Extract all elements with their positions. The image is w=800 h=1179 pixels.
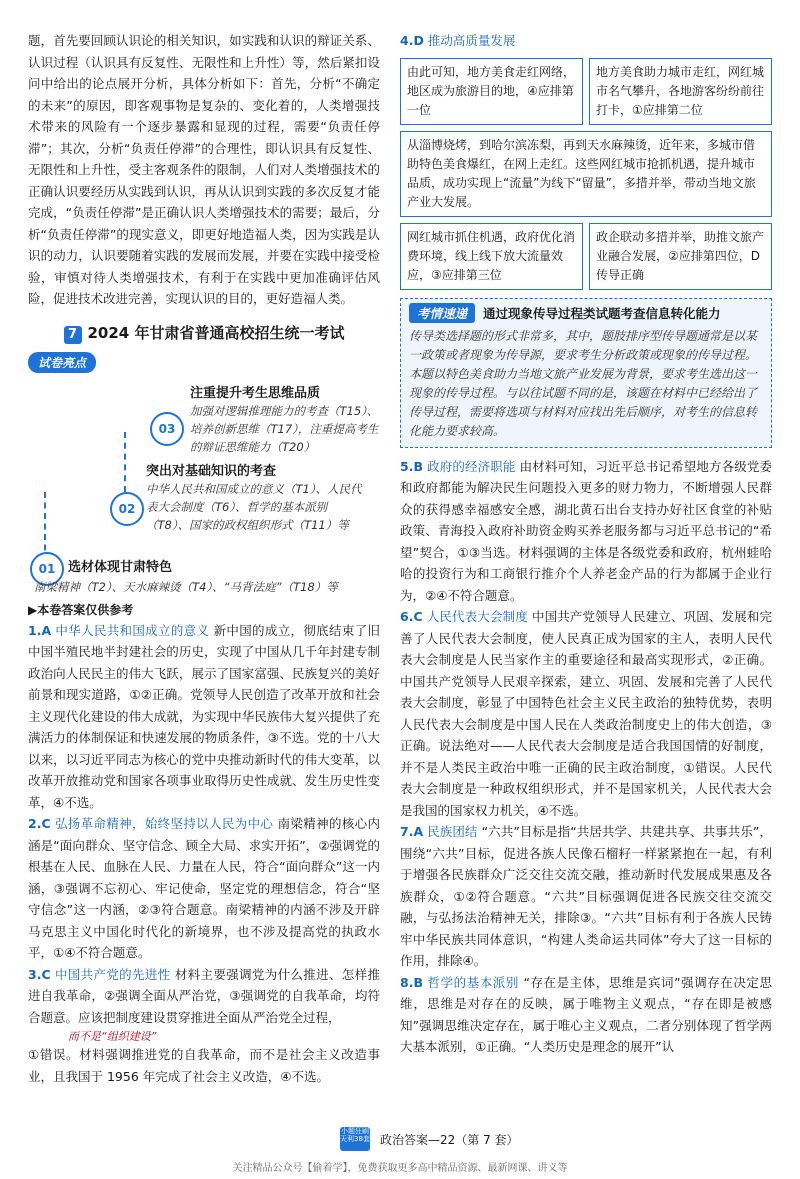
answer-6-tag: 人民代表大会制度 bbox=[426, 609, 528, 624]
page-footer bbox=[0, 1125, 800, 1179]
box-material: 从淄博烧烤，到哈尔滨冻梨，再到天水麻辣烫，近年来，多城市借助特色美食爆红，在网上走红。这些网红城市抢抓机遇，提升城市品质，成功实现上“流量”为线下“留量”，多措并举，带动当地文旅产业大发展。 bbox=[400, 131, 772, 217]
answer-8-head: 8.B bbox=[400, 974, 423, 990]
box-step-2: 地方美食助力城市走红，网红城市名气攀升，各地游客纷纷前往打卡，①应排第二位 bbox=[589, 58, 772, 125]
answer-4-head: 4.D bbox=[400, 33, 424, 48]
exam-note-tag: 考情速递 bbox=[409, 303, 475, 323]
feature-1-number: 01 bbox=[30, 552, 64, 586]
answer-7-head: 7.A bbox=[400, 824, 424, 839]
publisher-logo: 小题狂刷 天利38套 bbox=[340, 1127, 370, 1151]
answer-7 bbox=[400, 821, 772, 972]
answer-7-text: “六共”目标是指“共居共学、共建共享、共事共乐”，围绕“六共”目标，促进各族人民像石榴籽一样紧紧抱在一起，有利于增强各民族群众广泛交往交流交融，推动新时代发展成果惠及各族群众，①②符合题意。“六共”目标强调促进各民族交往交流交融，与弘扬法治精神无关，排除③。“六共”目标有利于各族人民铸牢中华民族共同体意识，“构建人类命运共同体”夸大了这一目标的作用，排除④。 bbox=[400, 824, 772, 968]
feature-2-desc: 中华人民共和国成立的意义（T1）、人民代表大会制度（T6）、哲学的基本派别（T8）、国家的政权组织形式（T11）等 bbox=[146, 481, 362, 532]
answer-6-text: 中国共产党领导人民建立、巩固、发展和完善了人民代表大会制度，使人民真正成为国家的主人，表明人民代表大会制度是人民当家作主的重要途径和最高实现形式，②正确。中国共产党领导人民艰辛探索，建立、巩固、发展和完善了人民代表大会制度，彰显了中国特色社会主义民主政治的独特优势，表明人民代表大会制度是中国人民在人类政治制度史上的伟大创造，③正确。说法绝对——人民代表大会制度是适合我国国情的好制度，并不是人类民主政治中唯一正确的民主政治制度，①错误。人民代表大会制度是一种政权组织形式，并不是国家机关，人民代表大会是我国的国家权力机关，④不选。 bbox=[400, 609, 772, 818]
answer-3-head: 3.C bbox=[28, 966, 51, 982]
answer-3-continued: ①错误。材料强调推进党的自我革命，而不是社会主义改造事业，且我国于 1956 年完成了社会主义改造，④不选。 bbox=[28, 1047, 380, 1084]
feature-3-desc: 加强对逻辑推理能力的考查（T15）、培养创新思维（T17），注重提高考生的辩证思维能力（T20） bbox=[190, 403, 379, 454]
box-step-4: 政企联动多措并举，助推文旅产业融合发展，②应排第四位，D 传导正确 bbox=[589, 223, 772, 290]
answer-3-text: 材料主要强调党为什么推进、怎样推进自我革命，②强调全面从严治党，③强调党的自我革命，均符合题意。应该把制度建设贯穿推进全面从严治党全过程， bbox=[28, 966, 380, 1025]
right-column bbox=[400, 30, 772, 1058]
exam-note-text: 传导类选择题的形式非常多，其中，题肢排序型传导题通常是以某一政策或者现象为传导源，要求考生分析政策或现象的传导过程。本题以特色美食助力当地文旅产业发展为背景，要求考生选出这一现象的传导过程。与以往试题不同的是，该题在材料中已经给出了传导过程，需要将选项与材料对应找出先后顺序，对考生的信息转化能力要求较高。 bbox=[409, 328, 758, 438]
answer-5-text: 由材料可知，习近平总书记希望地方各级党委和政府都能为解决民生问题投入更多的财力物力，不断增强人民群众的获得感幸福感安全感，湖北黄石出台支持办好社区食堂的补贴政策、青海投入政府补助资金购买养老服务都与习近平总书记的“希望”契合，①③当选。材料强调的主体是各级党委和政府，杭州蛙哈哈的投资行为和工商银行推介个人养老金产品的行为都属于企业行为，②④不符合题意。 bbox=[400, 458, 772, 603]
exam-number: 7 bbox=[64, 326, 82, 344]
answer-5-tag: 政府的经济职能 bbox=[427, 458, 516, 474]
answer-2-text: 南梁精神的核心内涵是“面向群众、坚守信念、顾全大局、求实开拓”，②强调党的根基在人民、血脉在人民、力量在人民，符合“面向群众”这一内涵，③强调不忘初心、牢记使命，坚定党的理想信念，符合“坚守信念”这一内涵，②③符合题意。南梁精神的内涵不涉及开辟马克思主义中国化时代化的新境界，也不涉及提高党的执政水平，①④不符合题意。 bbox=[28, 816, 380, 960]
feature-3-number: 03 bbox=[150, 412, 184, 446]
answer-6-head: 6.C bbox=[400, 609, 423, 624]
feature-1-title: 选材体现甘肃特色 bbox=[68, 559, 173, 575]
answer-4-tag: 推动高质量发展 bbox=[427, 33, 516, 48]
answer-1-head: 1.A bbox=[28, 622, 52, 638]
answer-3 bbox=[28, 964, 380, 1029]
answer-8-tag: 哲学的基本派别 bbox=[427, 974, 519, 990]
exam-note bbox=[400, 298, 772, 448]
answer-3-tag: 中国共产党的先进性 bbox=[54, 966, 171, 982]
answer-8 bbox=[400, 972, 772, 1058]
feature-2-number: 02 bbox=[110, 492, 144, 526]
transmission-boxes bbox=[400, 58, 772, 290]
answer-6 bbox=[400, 606, 772, 821]
answer-8-text: “存在是主体，思维是宾词”强调存在决定思维，思维是对存在的反映，属于唯物主义观点，“存在即是被感知”强调思维决定存在，属于唯心主义观点，二者分别体现了哲学两大基本派别，①正确。“人类历史是理念的展开”认 bbox=[400, 974, 772, 1054]
answer-note: ▶本卷答案仅供参考 bbox=[28, 602, 134, 617]
answer-1-text: 新中国的成立，彻底结束了旧中国半殖民地半封建社会的历史，实现了中国从几千年封建专制政治向人民民主的伟大飞跃，展示了国家富强、民族复兴的美好前景和现实道路，①②正确。党领导人民创造了改革开放和社会主义现代化建设的伟大成就，为实现中华民族伟大复兴提供了充满活力的体制保证和快速发展的物质条件，③不选。党的十八大以来，以习近平同志为核心的党中央推动新时代的伟大变革，以改革开放推动党和国家各项事业取得历史性成就、发生历史性变革，④不选。 bbox=[28, 622, 380, 810]
answer-2-tag: 弘扬革命精神，始终坚持以人民为中心 bbox=[54, 816, 274, 831]
answer-5-head: 5.B bbox=[400, 458, 423, 474]
exam-title bbox=[28, 322, 380, 344]
handwritten-note: 而不是“组织建设” bbox=[68, 1030, 157, 1043]
feature-1-desc: 南梁精神（T2）、天水麻辣烫（T4）、“马背法庭”（T18）等 bbox=[34, 579, 338, 594]
footer-note: 关注精品公众号【偷着学】，免费获取更多高中精品资源、最新网课、讲义等 bbox=[232, 1163, 568, 1174]
box-step-1: 由此可知，地方美食走红网络，地区成为旅游目的地，④应排第一位 bbox=[400, 58, 583, 125]
left-column bbox=[28, 30, 380, 1087]
feature-3-title: 注重提升考生思维品质 bbox=[190, 385, 321, 401]
answer-2 bbox=[28, 813, 380, 964]
features-diagram bbox=[28, 352, 380, 597]
connector-line bbox=[124, 432, 126, 492]
answer-1-tag: 中华人民共和国成立的意义 bbox=[55, 622, 210, 638]
page-number: 政治答案—22（第 7 套） bbox=[380, 1133, 519, 1147]
answer-4 bbox=[400, 30, 772, 52]
answer-7-tag: 民族团结 bbox=[427, 824, 478, 839]
box-step-3: 网红城市抓住机遇，政府优化消费环境，线上线下放大流量效应，③应排第三位 bbox=[400, 223, 583, 290]
features-badge: 试卷亮点 bbox=[28, 352, 96, 373]
exam-note-head bbox=[409, 303, 763, 323]
exam-note-title: 通过现象传导过程类试题考查信息转化能力 bbox=[483, 305, 721, 321]
answer-5 bbox=[400, 456, 772, 607]
intro-paragraph: 题，首先要回顾认识论的相关知识，如实践和认识的辩证关系、认识过程（认识具有反复性、无限性和上升性）等，然后紧扣设问中给出的论点展开分析，具体分析如下：首先，分析“不确定的未来”的原因，即客观事物是复杂的、变化着的，人类增强技术带来的风险有一个逐步暴露和显现的过程，需要“负责任停滞”；其次，分析“负责任停滞”的合理性，即认识具有反复性、无限性和上升性，受主客观条件的限制，人们对人类增强技术的正确认识要经历从实践到认识，再从认识到实践的多次反复才能完成，“负责任停滞”是正确认识人类增强技术的需要；最后，分析“负责任停滞”的现实意义，即更好地造福人类，因为实践是认识的动力，认识要随着实践的发展而发展，并要在实践中接受检验，审慎对待人类增强技术，有利于在实践中更加准确评估风险，促进技术改进完善，实现认识的目的，更好造福人类。 bbox=[28, 33, 380, 306]
feature-2-title: 突出对基础知识的考查 bbox=[146, 463, 277, 479]
answer-1 bbox=[28, 620, 380, 814]
answer-2-head: 2.C bbox=[28, 816, 51, 831]
exam-title-text: 2024 年甘肃省普通高校招生统一考试 bbox=[87, 323, 345, 342]
